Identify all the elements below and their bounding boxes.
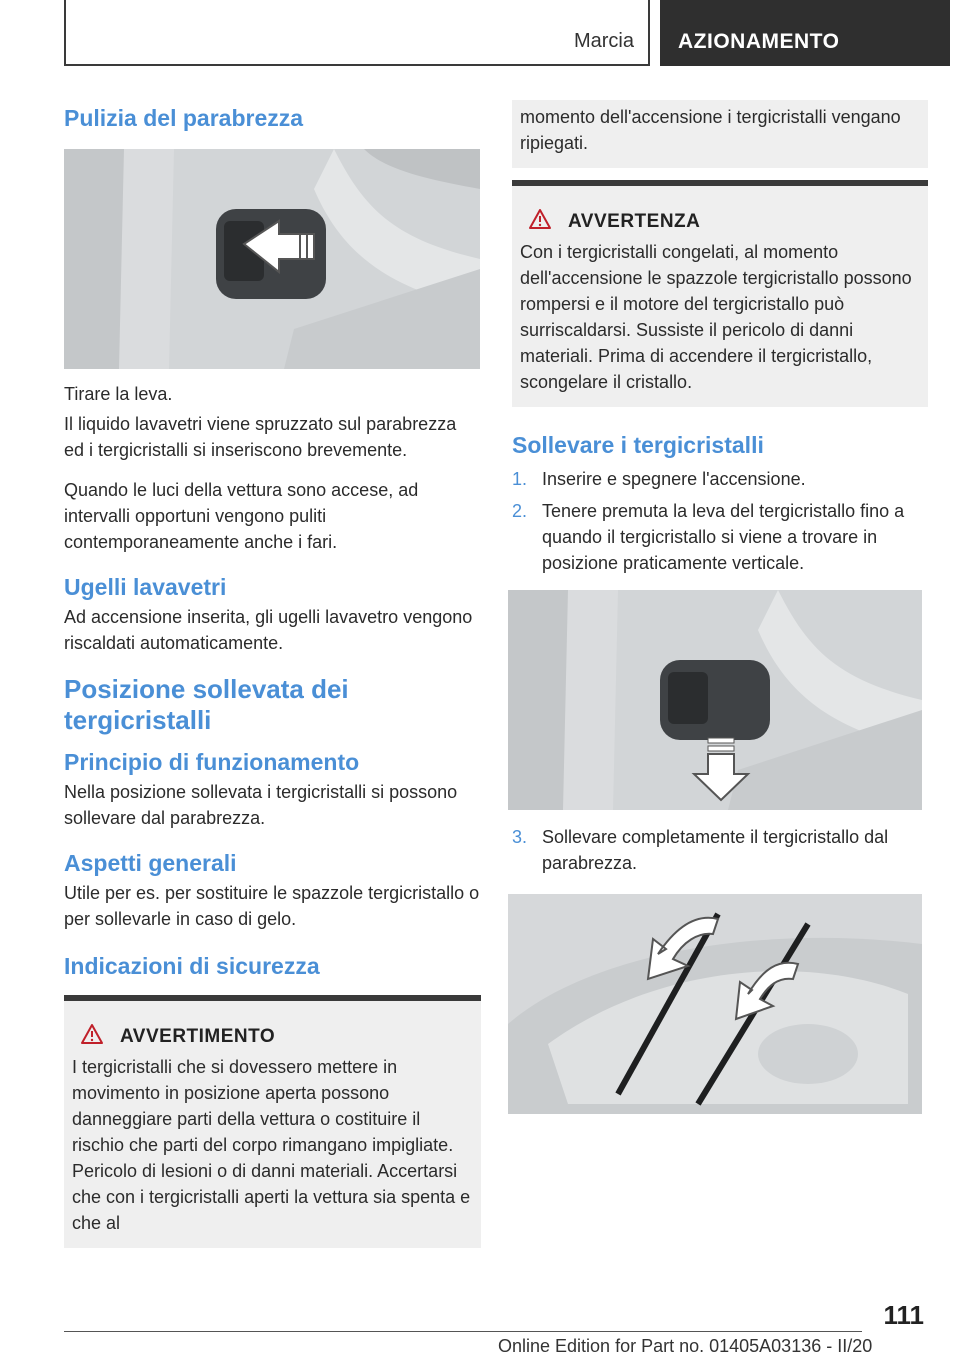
heading-sollevare: Sollevare i tergicristalli [512, 432, 764, 458]
page-header [0, 0, 960, 70]
text-tirare: Tirare la leva. [64, 384, 173, 404]
text-luci: Quando le luci della vettura sono accese, ad intervalli opportuni vengono puliti contemporaneamente anche i fari. [64, 480, 419, 552]
warning-title-row [528, 208, 920, 235]
warning-title: AVVERTENZA [568, 210, 701, 232]
steps-list [512, 466, 928, 576]
warning-title: AVVERTIMENTO [120, 1025, 276, 1047]
left-column [64, 100, 481, 1248]
illustration-lever-push-down [508, 590, 922, 810]
page-number: 111 [883, 1300, 924, 1330]
warning-triangle-icon [528, 208, 552, 235]
warning-title-row [80, 1023, 473, 1050]
step-3 [512, 824, 928, 876]
warning-box-avvertimento [64, 995, 481, 1248]
heading-aspetti: Aspetti generali [64, 850, 237, 876]
text-aspetti: Utile per es. per sostituire le spazzole tergicristallo o per sollevarle in caso di gelo. [64, 883, 480, 929]
step-text: Inserire e spegnere l'accensione. [542, 469, 806, 489]
heading-ugelli: Ugelli lavavetri [64, 574, 227, 600]
step-1 [512, 466, 928, 492]
heading-pulizia: Pulizia del parabrezza [64, 105, 304, 131]
step-number: 2. [512, 501, 528, 521]
warning-box-avvertenza [512, 180, 928, 407]
header-chapter-box [660, 0, 950, 66]
warning-triangle-icon [80, 1023, 104, 1050]
step-text: Tenere premuta la leva del tergicristallo fino a quando il tergicristallo si viene a trovare in posizione praticamente verticale. [542, 501, 905, 573]
warning-box-continued [512, 100, 928, 168]
header-chapter-label: AZIONAMENTO [678, 30, 840, 53]
step-number: 1. [512, 469, 528, 489]
text-ugelli: Ad accensione inserita, gli ugelli lavavetro vengono riscaldati automaticamente. [64, 607, 473, 653]
text-liquido: Il liquido lavavetri viene spruzzato sul parabrezza ed i tergicristalli si inseriscono brevemente. [64, 414, 457, 460]
step-2 [512, 498, 928, 576]
footer-divider [64, 1331, 862, 1332]
text-principio: Nella posizione sollevata i tergicristalli si possono sollevare dal parabrezza. [64, 782, 458, 828]
footer-edition: Online Edition for Part no. 01405A03136 - II/20 [498, 1336, 873, 1356]
header-section-box [64, 0, 650, 66]
heading-principio: Principio di funzionamento [64, 749, 360, 775]
header-section-label: Marcia [573, 30, 634, 52]
illustration-wipers-raised [508, 894, 922, 1114]
warning-text: Con i tergicristalli congelati, al momento dell'accensione le spazzole tergicristallo possono rompersi e il motore del tergicristallo può surriscaldarsi. Sussiste il pericolo di danni materiali. Prima di accendere il tergicristallo, scongelare il cristallo. [520, 242, 912, 392]
steps-list-continued [512, 824, 928, 876]
step-number: 3. [512, 827, 528, 847]
warning-text-continued: momento dell'accensione i tergicristalli vengano ripiegati. [520, 107, 901, 153]
heading-sicurezza: Indicazioni di sicurezza [64, 953, 320, 979]
heading-posizione: Posizione sollevata dei tergicristalli [64, 674, 349, 735]
right-column [512, 100, 928, 1114]
illustration-lever-pull [64, 149, 480, 369]
step-text: Sollevare completamente il tergicristallo dal parabrezza. [542, 827, 889, 873]
warning-text: I tergicristalli che si dovessero mettere in movimento in posizione aperta possono danneggiare parti della vettura o costituire il rischio che parti del corpo rimangano impigliate. Pericolo di lesioni o di danni materiali. Accertarsi che con i tergicristalli aperti la vettura sia spenta e che al [72, 1057, 471, 1233]
